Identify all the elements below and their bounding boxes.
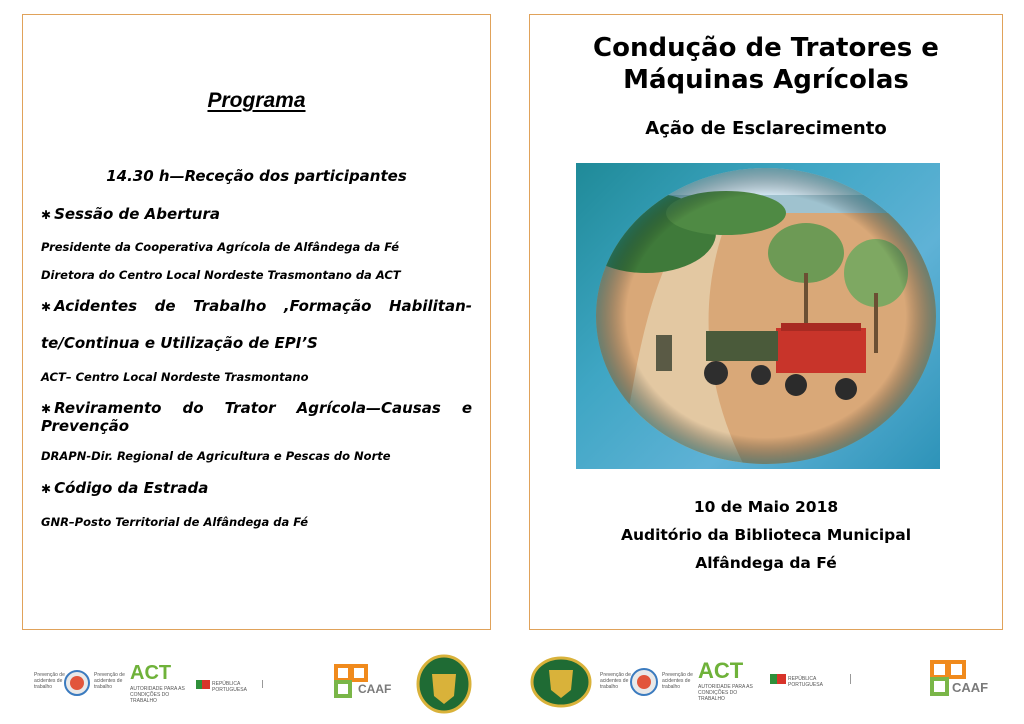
caaf-wordmark: CAAF <box>952 680 989 695</box>
event-title <box>530 32 1002 96</box>
event-subtitle: Ação de Esclarecimento <box>645 118 887 139</box>
prevencao-caption-2: Prevenção de acidentes de trabalho <box>662 672 693 690</box>
cover-panel <box>529 14 1003 630</box>
right-logo-strip <box>520 650 1014 720</box>
opening-speaker-1: Presidente da Cooperativa Agrícola de Alfândega da Fé <box>41 240 400 254</box>
gnr-crest-icon <box>530 656 592 708</box>
topic-2-speaker: DRAPN-Dir. Regional de Agricultura e Pescas do Norte <box>41 449 391 463</box>
tractor-photo <box>576 163 940 469</box>
event-title-line-1: Condução de Tratores e <box>593 33 939 63</box>
caaf-wordmark: CAAF <box>358 682 392 696</box>
prevencao-logo-icon <box>630 668 658 696</box>
event-venue: Auditório da Biblioteca Municipal <box>620 526 912 544</box>
prevencao-caption-2: Prevenção de acidentes de trabalho <box>94 672 125 690</box>
act-logo-icon: ACT <box>130 662 172 684</box>
topic-1-heading: ✱ Acidentes de Trabalho ,Formação Habilitan- <box>41 297 472 315</box>
topic-2-heading: ✱ Reviramento do Trator Agrícola—Causas e <box>41 399 472 417</box>
prevencao-caption: Prevenção de acidentes de trabalho <box>34 672 65 690</box>
reception-line: 14.30 h—Receção dos participantes <box>106 167 407 185</box>
topic-3-heading: ✱ Código da Estrada <box>41 479 209 497</box>
topic-2-heading-cont: Prevenção <box>41 417 130 435</box>
act-caption: AUTORIDADE PARA AS CONDIÇÕES DO TRABALHO <box>130 686 185 704</box>
left-logo-strip <box>22 650 502 720</box>
topic-3-speaker: GNR–Posto Territorial de Alfândega da Fé <box>41 515 309 529</box>
republica-flag-icon <box>770 674 786 684</box>
republica-caption: REPÚBLICA PORTUGUESA <box>788 676 823 688</box>
topic-1-speaker: ACT– Centro Local Nordeste Trasmontano <box>41 370 309 384</box>
republica-caption: REPÚBLICA PORTUGUESA <box>212 681 247 693</box>
program-title: Programa <box>207 89 306 112</box>
opening-speaker-2: Diretora do Centro Local Nordeste Trasmontano da ACT <box>41 268 401 282</box>
star-bullet-icon: ✱ <box>41 300 52 314</box>
gnr-crest-icon <box>416 654 472 714</box>
prevencao-caption: Prevenção de acidentes de trabalho <box>600 672 631 690</box>
event-date: 10 de Maio 2018 <box>693 498 839 516</box>
overturned-tractor-illustration <box>576 163 940 469</box>
star-bullet-icon: ✱ <box>41 482 52 496</box>
topic-1-heading-cont: te/Continua e Utilização de EPI’S <box>41 334 318 352</box>
ministry-caption <box>850 674 919 684</box>
event-title-line-2: Máquinas Agrícolas <box>623 65 909 95</box>
program-panel <box>22 14 491 630</box>
event-town: Alfândega da Fé <box>695 554 837 572</box>
ministry-caption <box>262 680 315 688</box>
act-logo-icon: ACT <box>698 658 744 683</box>
republica-flag-icon <box>196 680 210 689</box>
star-bullet-icon: ✱ <box>41 208 52 222</box>
opening-heading: ✱ Sessão de Abertura <box>41 205 220 223</box>
act-caption: AUTORIDADE PARA AS CONDIÇÕES DO TRABALHO <box>698 684 753 702</box>
star-bullet-icon: ✱ <box>41 402 52 416</box>
prevencao-logo-icon <box>64 670 90 696</box>
